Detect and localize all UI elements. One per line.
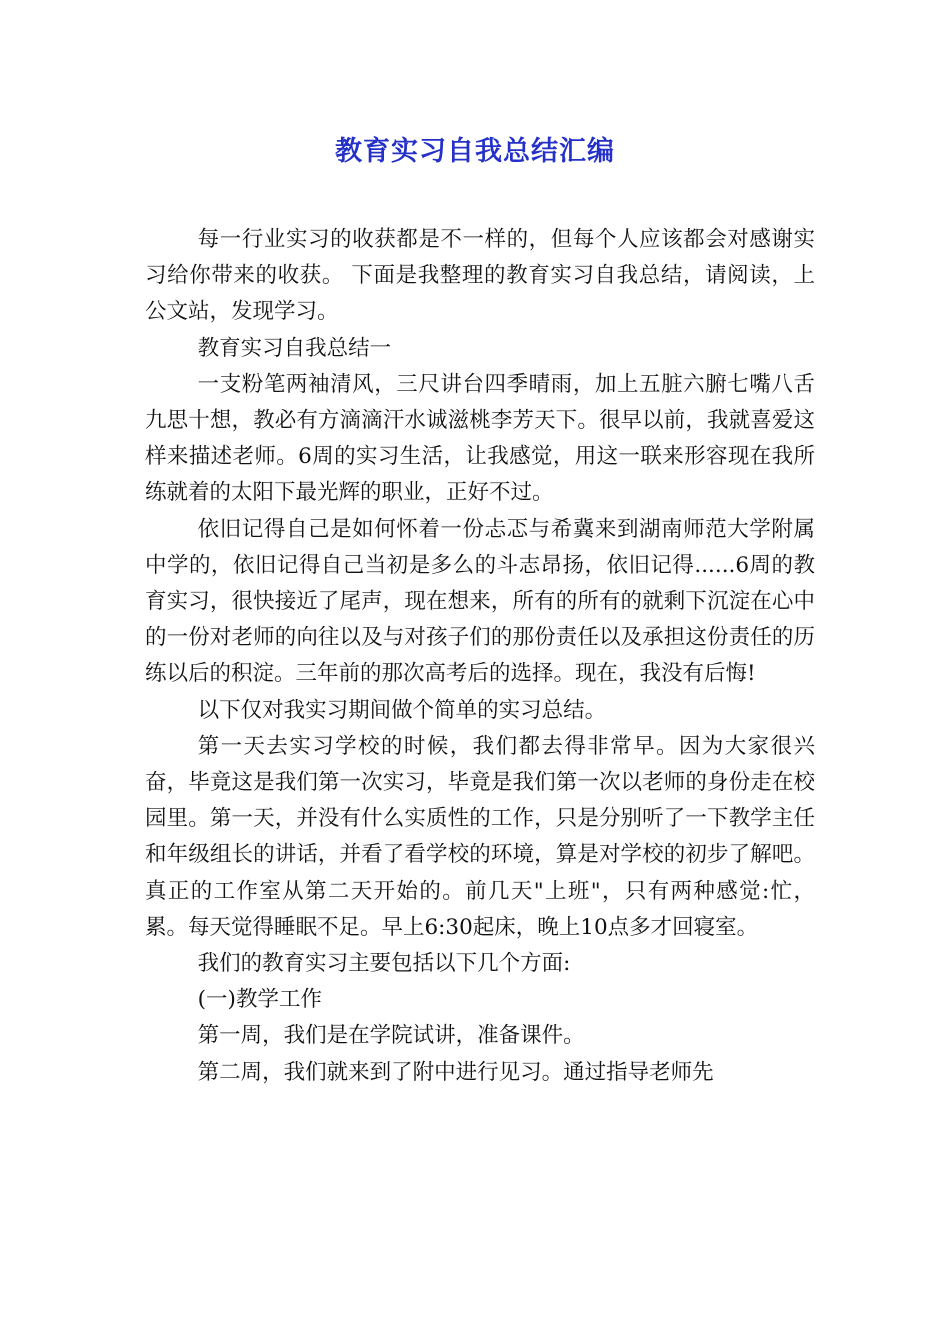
- document-body: [145, 222, 815, 1091]
- paragraph-teaching-heading: (一)教学工作: [197, 987, 322, 1013]
- paragraph-memories: 依旧记得自己是如何怀着一份忐忑与希冀来到湖南师范大学附属中学的，依旧记得自己当初是多么的斗志昂扬，依旧记得......6周的教育实习，很快接近了尾声，现在想来，所有的所有的就剩下沉淀在心中的一份对老师的向往以及与对孩子们的那份责任以及承担这份责任的历练以后的积淀。三年前的那次高考后的选择。现在，我没有后悔!: [145, 516, 815, 687]
- document-title: 教育实习自我总结汇编: [335, 136, 615, 167]
- paragraph-section-heading: 教育实习自我总结一: [197, 335, 392, 361]
- paragraph-aspects: 我们的教育实习主要包括以下几个方面:: [197, 951, 571, 977]
- paragraph-first-day: 第一天去实习学校的时候，我们都去得非常早。因为大家很兴奋，毕竟这是我们第一次实习，毕竟是我们第一次以老师的身份走在校园里。第一天，并没有什么实质性的工作，只是分别听了一下教学主任和年级组长的讲话，并看了看学校的环境，算是对学校的初步了解吧。真正的工作室从第二天开始的。前几天"上班"，只有两种感觉:忙，累。每天觉得睡眠不足。早上6:30起床，晚上10点多才回寝室。: [145, 733, 815, 940]
- paragraph-week-two: 第二周，我们就来到了附中进行见习。通过指导老师先: [197, 1059, 714, 1085]
- paragraph-chalk-poem: 一支粉笔两袖清风，三尺讲台四季晴雨，加上五脏六腑七嘴八舌九思十想，教必有方滴滴汗水诚滋桃李芳天下。很早以前，我就喜爱这样来描述老师。6周的实习生活，让我感觉，用这一联来形容现在我所练就着的太阳下最光辉的职业，正好不过。: [145, 371, 815, 506]
- paragraph-summary-intro: 以下仅对我实习期间做个简单的实习总结。: [197, 697, 607, 723]
- paragraph-intro: 每一行业实习的收获都是不一样的，但每个人应该都会对感谢实习给你带来的收获。 下面是我整理的教育实习自我总结，请阅读，上公文站，发现学习。: [145, 227, 815, 325]
- paragraph-week-one: 第一周，我们是在学院试讲，准备课件。: [197, 1023, 585, 1049]
